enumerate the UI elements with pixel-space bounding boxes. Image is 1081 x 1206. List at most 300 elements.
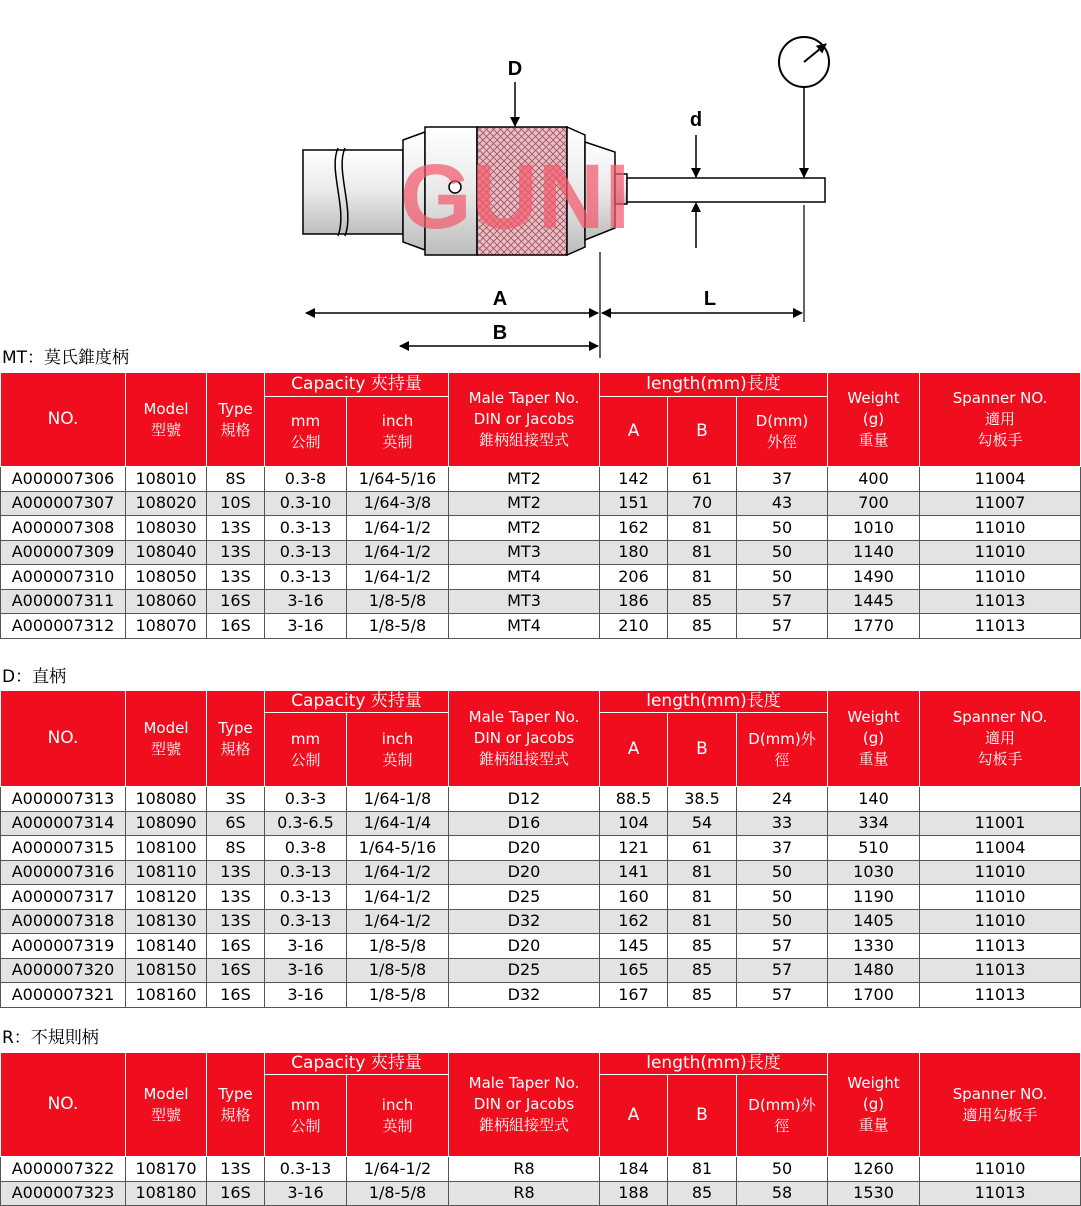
- header-no: NO.: [1, 373, 126, 467]
- header-type: [207, 1053, 265, 1157]
- cell-no: A000007312: [1, 614, 126, 639]
- header-line: (g): [862, 1095, 885, 1113]
- cell-inch: 1/8-5/8: [347, 614, 449, 639]
- cell-inch: 1/8-5/8: [347, 589, 449, 614]
- cell-type: 16S: [207, 983, 265, 1008]
- cell-model: 108130: [126, 909, 207, 934]
- cell-a: 210: [600, 614, 668, 639]
- cell-no: A000007323: [1, 1181, 126, 1206]
- label-d: d: [689, 109, 703, 131]
- cell-weight: 510: [828, 836, 920, 861]
- cell-no: A000007314: [1, 811, 126, 836]
- cell-b: 81: [668, 1157, 737, 1182]
- cell-d: 50: [737, 540, 828, 565]
- header-line: 公制: [290, 432, 321, 451]
- table-row: [1, 467, 1081, 492]
- header-line: 型號: [150, 420, 181, 439]
- cell-spanner: 11013: [920, 934, 1081, 959]
- cell-model: 108120: [126, 885, 207, 910]
- cell-d: 37: [737, 467, 828, 492]
- cell-b: 85: [668, 934, 737, 959]
- header-line: mm: [290, 1095, 321, 1114]
- header-line: Spanner NO.: [952, 389, 1048, 407]
- header-line: Model: [143, 1084, 189, 1103]
- header-line: 規格: [220, 1105, 251, 1124]
- cell-mm: 3-16: [265, 1181, 347, 1206]
- header-length: length(mm)長度: [600, 373, 828, 397]
- cell-d: 43: [737, 491, 828, 516]
- header-line: DIN or Jacobs: [473, 410, 575, 428]
- header-line: Spanner NO.: [952, 1084, 1048, 1103]
- cell-inch: 1/64-1/2: [347, 516, 449, 541]
- table-row: [1, 934, 1081, 959]
- cell-d: 57: [737, 983, 828, 1008]
- cell-model: 108090: [126, 811, 207, 836]
- cell-mm: 3-16: [265, 614, 347, 639]
- header-line: DIN or Jacobs: [473, 1095, 575, 1113]
- cell-type: 16S: [207, 1181, 265, 1206]
- cell-a: 167: [600, 983, 668, 1008]
- cell-d: 50: [737, 565, 828, 590]
- cell-d: 58: [737, 1181, 828, 1206]
- table-row: [1, 1157, 1081, 1182]
- header-a: A: [600, 713, 668, 787]
- cell-inch: 1/8-5/8: [347, 983, 449, 1008]
- cell-mm: 3-16: [265, 589, 347, 614]
- cell-model: 108180: [126, 1181, 207, 1206]
- label-B: B: [492, 322, 508, 344]
- table-row: [1, 836, 1081, 861]
- cell-model: 108020: [126, 491, 207, 516]
- header-line: 適用勾板手: [962, 1105, 1038, 1124]
- cell-taper: MT3: [449, 540, 600, 565]
- header-line: Type: [218, 718, 253, 737]
- header-line: Weight: [847, 1074, 900, 1092]
- section-title-mt: MT：莫氏錐度柄: [2, 348, 130, 368]
- cell-type: 16S: [207, 934, 265, 959]
- spec-table-d: [0, 690, 1081, 1008]
- header-spanner: [920, 691, 1081, 787]
- cell-model: 108110: [126, 860, 207, 885]
- header-line: 英制: [382, 1116, 413, 1135]
- cell-spanner: 11007: [920, 491, 1081, 516]
- header-inch: [347, 1075, 449, 1157]
- cell-mm: 0.3-13: [265, 565, 347, 590]
- header-d: [737, 397, 828, 467]
- cell-weight: 700: [828, 491, 920, 516]
- spec-table-r: [0, 1052, 1081, 1206]
- drill-bit: [615, 174, 825, 204]
- cell-spanner: 11004: [920, 836, 1081, 861]
- cell-a: 180: [600, 540, 668, 565]
- cell-model: 108160: [126, 983, 207, 1008]
- header-length: length(mm)長度: [600, 1053, 828, 1075]
- cell-b: 81: [668, 909, 737, 934]
- cell-type: 3S: [207, 787, 265, 812]
- cell-no: A000007319: [1, 934, 126, 959]
- cell-model: 108040: [126, 540, 207, 565]
- section-title-d: D：直柄: [2, 667, 67, 687]
- cell-model: 108080: [126, 787, 207, 812]
- cell-inch: 1/8-5/8: [347, 1181, 449, 1206]
- cell-d: 24: [737, 787, 828, 812]
- cell-taper: D20: [449, 934, 600, 959]
- cell-inch: 1/64-1/2: [347, 885, 449, 910]
- header-line: inch: [381, 411, 414, 430]
- cell-taper: D20: [449, 860, 600, 885]
- cell-d: 50: [737, 516, 828, 541]
- cell-spanner: 11013: [920, 958, 1081, 983]
- cell-inch: 1/64-1/2: [347, 1157, 449, 1182]
- cell-taper: MT2: [449, 491, 600, 516]
- cell-d: 50: [737, 860, 828, 885]
- header-capacity: Capacity 夾持量: [265, 691, 449, 713]
- cell-mm: 0.3-13: [265, 885, 347, 910]
- header-a: A: [600, 397, 668, 467]
- cell-model: 108060: [126, 589, 207, 614]
- cell-no: A000007315: [1, 836, 126, 861]
- cell-spanner: 11013: [920, 614, 1081, 639]
- cell-weight: 1405: [828, 909, 920, 934]
- cell-mm: 3-16: [265, 983, 347, 1008]
- cell-mm: 0.3-3: [265, 787, 347, 812]
- header-line: 錐柄組接型式: [479, 431, 570, 449]
- header-capacity: Capacity 夾持量: [265, 1053, 449, 1075]
- cell-model: 108150: [126, 958, 207, 983]
- cell-taper: R8: [449, 1181, 600, 1206]
- cell-weight: 1700: [828, 983, 920, 1008]
- cell-a: 188: [600, 1181, 668, 1206]
- header-line: 公制: [290, 750, 321, 769]
- cell-type: 8S: [207, 836, 265, 861]
- cell-weight: 1330: [828, 934, 920, 959]
- header-line: Model: [143, 399, 189, 418]
- cell-spanner: 11010: [920, 909, 1081, 934]
- header-mm: [265, 1075, 347, 1157]
- cell-no: A000007320: [1, 958, 126, 983]
- cell-no: A000007322: [1, 1157, 126, 1182]
- header-line: 型號: [150, 1105, 181, 1124]
- cell-d: 50: [737, 885, 828, 910]
- cell-b: 81: [668, 565, 737, 590]
- cell-a: 184: [600, 1157, 668, 1182]
- header-line: 英制: [382, 432, 413, 451]
- cell-a: 151: [600, 491, 668, 516]
- cell-inch: 1/64-1/8: [347, 787, 449, 812]
- cell-a: 160: [600, 885, 668, 910]
- cell-no: A000007316: [1, 860, 126, 885]
- header-line: D(mm)外: [748, 1095, 816, 1114]
- cell-spanner: [920, 787, 1081, 812]
- cell-b: 85: [668, 958, 737, 983]
- table-row: [1, 491, 1081, 516]
- cell-weight: 334: [828, 811, 920, 836]
- header-line: 公制: [290, 1116, 321, 1135]
- cell-spanner: 11010: [920, 1157, 1081, 1182]
- cell-model: 108010: [126, 467, 207, 492]
- cell-b: 85: [668, 589, 737, 614]
- cell-taper: MT4: [449, 565, 600, 590]
- header-line: 徑: [774, 1116, 790, 1135]
- cell-inch: 1/64-1/2: [347, 909, 449, 934]
- cell-taper: MT4: [449, 614, 600, 639]
- cell-b: 85: [668, 983, 737, 1008]
- cell-inch: 1/64-5/16: [347, 836, 449, 861]
- header-model: [126, 1053, 207, 1157]
- cell-weight: 1490: [828, 565, 920, 590]
- cell-taper: R8: [449, 1157, 600, 1182]
- header-line: mm: [290, 729, 321, 748]
- header-d: [737, 713, 828, 787]
- cell-weight: 400: [828, 467, 920, 492]
- cell-type: 13S: [207, 516, 265, 541]
- cell-b: 61: [668, 836, 737, 861]
- cell-a: 104: [600, 811, 668, 836]
- cell-type: 16S: [207, 589, 265, 614]
- cell-type: 13S: [207, 1157, 265, 1182]
- table-row: [1, 516, 1081, 541]
- cell-inch: 1/64-5/16: [347, 467, 449, 492]
- cell-taper: D25: [449, 958, 600, 983]
- cell-type: 13S: [207, 565, 265, 590]
- cell-mm: 0.3-13: [265, 860, 347, 885]
- table-row: [1, 787, 1081, 812]
- cell-a: 162: [600, 516, 668, 541]
- table-row: [1, 589, 1081, 614]
- header-d: [737, 1075, 828, 1157]
- header-line: 勾板手: [977, 750, 1023, 768]
- cell-b: 85: [668, 614, 737, 639]
- header-inch: [347, 713, 449, 787]
- label-D: D: [507, 58, 523, 80]
- header-model: [126, 691, 207, 787]
- header-line: D(mm)外: [748, 729, 816, 748]
- cell-mm: 0.3-6.5: [265, 811, 347, 836]
- header-no: NO.: [1, 691, 126, 787]
- table-row: [1, 811, 1081, 836]
- cell-spanner: 11013: [920, 983, 1081, 1008]
- header-line: inch: [381, 729, 414, 748]
- cell-mm: 0.3-8: [265, 467, 347, 492]
- cell-inch: 1/64-1/2: [347, 540, 449, 565]
- header-line: Weight: [847, 708, 900, 726]
- cell-b: 54: [668, 811, 737, 836]
- cell-no: A000007318: [1, 909, 126, 934]
- cell-mm: 0.3-8: [265, 836, 347, 861]
- header-line: 重量: [858, 750, 889, 768]
- cell-b: 81: [668, 860, 737, 885]
- header-line: 英制: [382, 750, 413, 769]
- cell-taper: D32: [449, 909, 600, 934]
- cell-model: 108030: [126, 516, 207, 541]
- cell-inch: 1/64-1/2: [347, 860, 449, 885]
- header-line: 規格: [220, 420, 251, 439]
- cell-spanner: 11013: [920, 1181, 1081, 1206]
- header-line: Male Taper No.: [468, 1074, 580, 1092]
- cell-type: 10S: [207, 491, 265, 516]
- header-weight: [828, 1053, 920, 1157]
- cell-d: 57: [737, 589, 828, 614]
- cell-mm: 3-16: [265, 958, 347, 983]
- cell-inch: 1/64-3/8: [347, 491, 449, 516]
- header-line: Weight: [847, 389, 900, 407]
- cell-no: A000007306: [1, 467, 126, 492]
- cell-mm: 0.3-13: [265, 1157, 347, 1182]
- table-row: [1, 909, 1081, 934]
- header-line: Model: [143, 718, 189, 737]
- cell-spanner: 11010: [920, 860, 1081, 885]
- table-row: [1, 860, 1081, 885]
- header-line: Type: [218, 1084, 253, 1103]
- table-row: [1, 565, 1081, 590]
- cell-taper: D25: [449, 885, 600, 910]
- cell-taper: D20: [449, 836, 600, 861]
- header-line: 勾板手: [977, 431, 1023, 449]
- cell-weight: 1530: [828, 1181, 920, 1206]
- cell-model: 108070: [126, 614, 207, 639]
- cell-mm: 0.3-13: [265, 540, 347, 565]
- cell-spanner: 11010: [920, 540, 1081, 565]
- header-line: 錐柄組接型式: [479, 750, 570, 768]
- cell-b: 61: [668, 467, 737, 492]
- header-line: Male Taper No.: [468, 708, 580, 726]
- cell-a: 165: [600, 958, 668, 983]
- header-line: (g): [862, 729, 885, 747]
- cell-weight: 1190: [828, 885, 920, 910]
- cell-type: 13S: [207, 540, 265, 565]
- cell-a: 145: [600, 934, 668, 959]
- header-b: B: [668, 713, 737, 787]
- cell-mm: 0.3-13: [265, 909, 347, 934]
- cell-weight: 1140: [828, 540, 920, 565]
- cell-b: 70: [668, 491, 737, 516]
- cell-no: A000007308: [1, 516, 126, 541]
- header-model: [126, 373, 207, 467]
- cell-a: 206: [600, 565, 668, 590]
- cell-a: 142: [600, 467, 668, 492]
- header-line: DIN or Jacobs: [473, 729, 575, 747]
- cell-mm: 0.3-10: [265, 491, 347, 516]
- header-line: 徑: [774, 750, 790, 769]
- cell-spanner: 11010: [920, 565, 1081, 590]
- header-b: B: [668, 397, 737, 467]
- header-taper: [449, 373, 600, 467]
- table-row: [1, 614, 1081, 639]
- cell-b: 81: [668, 540, 737, 565]
- cell-type: 13S: [207, 909, 265, 934]
- spec-table-mt: [0, 372, 1081, 639]
- header-line: 適用: [985, 410, 1016, 428]
- cell-model: 108100: [126, 836, 207, 861]
- header-line: D(mm): [755, 411, 809, 430]
- cell-model: 108140: [126, 934, 207, 959]
- cell-weight: 140: [828, 787, 920, 812]
- label-L: L: [703, 288, 717, 310]
- cell-no: A000007313: [1, 787, 126, 812]
- cell-type: 8S: [207, 467, 265, 492]
- cell-weight: 1445: [828, 589, 920, 614]
- cell-spanner: 11010: [920, 885, 1081, 910]
- cell-type: 13S: [207, 885, 265, 910]
- header-taper: [449, 691, 600, 787]
- cell-a: 141: [600, 860, 668, 885]
- label-A: A: [492, 288, 508, 310]
- header-line: 錐柄組接型式: [479, 1116, 570, 1134]
- header-line: Spanner NO.: [952, 708, 1048, 726]
- cell-inch: 1/8-5/8: [347, 958, 449, 983]
- cell-d: 57: [737, 934, 828, 959]
- header-spanner: [920, 1053, 1081, 1157]
- cell-type: 13S: [207, 860, 265, 885]
- cell-d: 50: [737, 909, 828, 934]
- header-line: 外徑: [767, 432, 798, 451]
- cell-b: 38.5: [668, 787, 737, 812]
- header-line: mm: [290, 411, 321, 430]
- cell-mm: 0.3-13: [265, 516, 347, 541]
- header-line: Male Taper No.: [468, 389, 580, 407]
- cell-spanner: 11013: [920, 589, 1081, 614]
- cell-inch: 1/8-5/8: [347, 934, 449, 959]
- cell-spanner: 11010: [920, 516, 1081, 541]
- header-weight: [828, 691, 920, 787]
- cell-d: 33: [737, 811, 828, 836]
- cell-b: 81: [668, 516, 737, 541]
- cell-inch: 1/64-1/4: [347, 811, 449, 836]
- cell-type: 16S: [207, 614, 265, 639]
- header-b: B: [668, 1075, 737, 1157]
- cell-taper: MT2: [449, 467, 600, 492]
- cell-a: 186: [600, 589, 668, 614]
- cell-d: 50: [737, 1157, 828, 1182]
- cell-b: 85: [668, 1181, 737, 1206]
- cell-taper: D16: [449, 811, 600, 836]
- table-row: [1, 1181, 1081, 1206]
- watermark: GUNI: [400, 146, 630, 248]
- cell-no: A000007321: [1, 983, 126, 1008]
- cell-d: 37: [737, 836, 828, 861]
- cell-weight: 1480: [828, 958, 920, 983]
- header-mm: [265, 397, 347, 467]
- table-row: [1, 983, 1081, 1008]
- cell-no: A000007307: [1, 491, 126, 516]
- header-taper: [449, 1053, 600, 1157]
- cell-type: 16S: [207, 958, 265, 983]
- cell-model: 108170: [126, 1157, 207, 1182]
- header-type: [207, 691, 265, 787]
- cell-inch: 1/64-1/2: [347, 565, 449, 590]
- cell-b: 81: [668, 885, 737, 910]
- cell-taper: D12: [449, 787, 600, 812]
- shank: [303, 148, 403, 236]
- cell-weight: 1010: [828, 516, 920, 541]
- header-length: length(mm)長度: [600, 691, 828, 713]
- header-inch: [347, 397, 449, 467]
- cell-d: 57: [737, 958, 828, 983]
- table-row: [1, 958, 1081, 983]
- header-line: inch: [381, 1095, 414, 1114]
- header-line: (g): [862, 410, 885, 428]
- header-type: [207, 373, 265, 467]
- cell-no: A000007310: [1, 565, 126, 590]
- header-line: Type: [218, 399, 253, 418]
- header-capacity: Capacity 夾持量: [265, 373, 449, 397]
- runout-gauge-icon: [779, 37, 829, 177]
- header-mm: [265, 713, 347, 787]
- cell-a: 88.5: [600, 787, 668, 812]
- header-spanner: [920, 373, 1081, 467]
- cell-model: 108050: [126, 565, 207, 590]
- cell-spanner: 11004: [920, 467, 1081, 492]
